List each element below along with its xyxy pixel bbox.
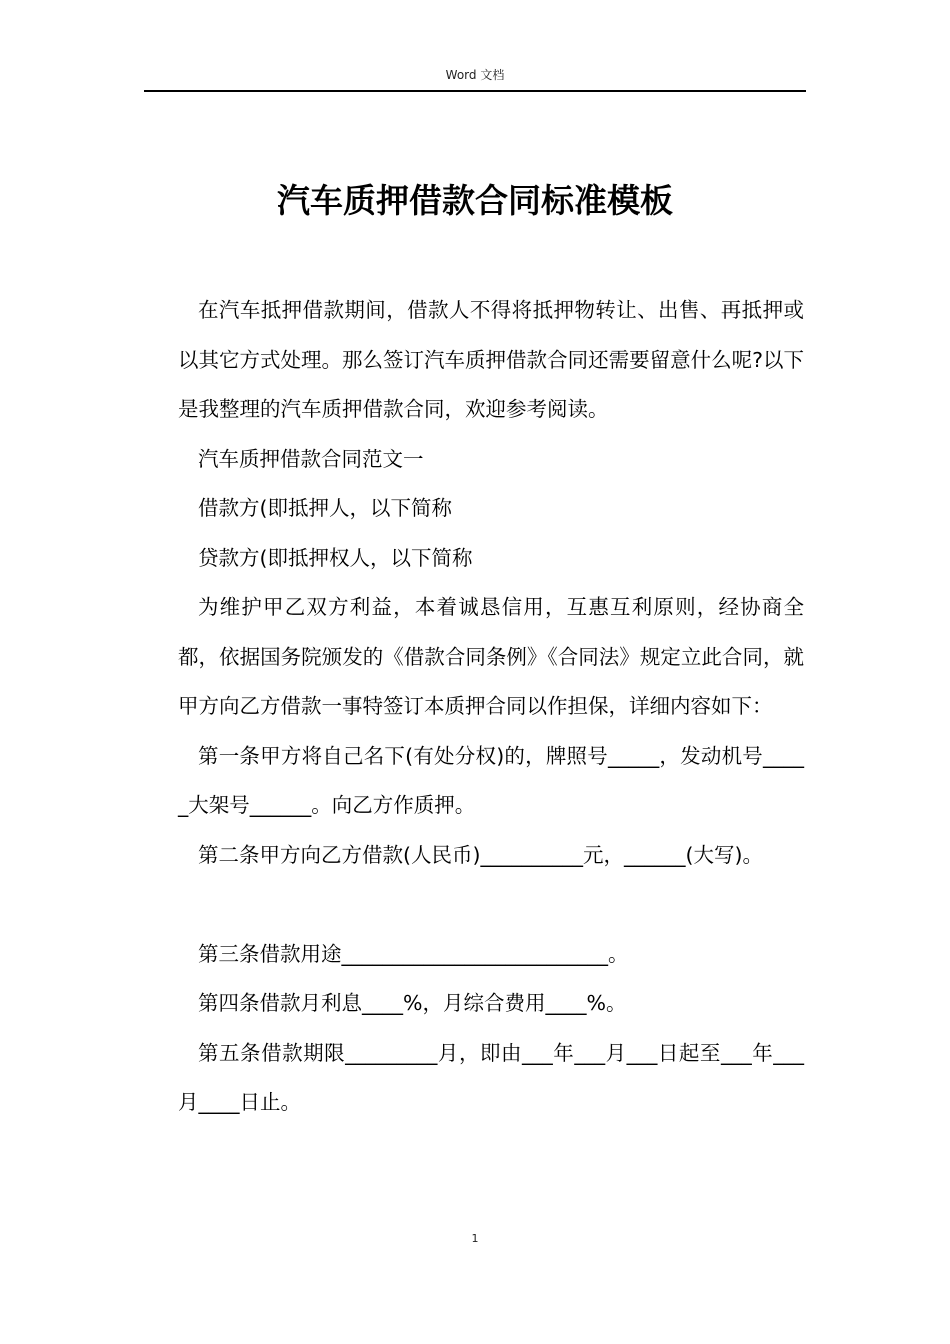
paragraph-article-2: 第二条甲方向乙方借款(人民币)__________元，______(大写)。 [198,842,763,867]
paragraph-borrower: 借款方(即抵押人，以下简称 [198,496,452,520]
paragraph-intro: 在汽车抵押借款期间，借款人不得将抵押物转让、出售、再抵押或以其它方式处理。那么签订汽车质押借款合同还需要留意什么呢?以下是我整理的汽车质押借款合同，欢迎参考阅读。 [178,298,804,421]
page-header [144,64,806,92]
paragraph-article-3: 第三条借款用途__________________________。 [198,941,629,966]
paragraph-sample-heading: 汽车质押借款合同范文一 [198,446,424,471]
page-number: 1 [471,1232,479,1245]
header-text: Word 文档 [445,68,505,82]
paragraph-lender: 贷款方(即抵押权人，以下简称 [198,545,473,570]
paragraph-preamble: 为维护甲乙双方利益，本着诚恳信用，互惠互利原则，经协商全都，依据国务院颁发的《借款合同条例》《合同法》规定立此合同，就甲方向乙方借款一事特签订本质押合同以作担保，详细内容如下： [178,595,804,718]
paragraph-article-1: 第一条甲方将自己名下(有处分权)的，牌照号_____，发动机号_____大架号______。向乙方作质押。 [178,743,804,817]
paragraph-article-5: 第五条借款期限_________月，即由___年___月___日起至___年___月____日止。 [178,1040,804,1114]
paragraph-article-4: 第四条借款月利息____%，月综合费用____%。 [198,991,627,1015]
document-title: 汽车质押借款合同标准模板 [277,181,673,221]
document-body [178,286,804,1128]
